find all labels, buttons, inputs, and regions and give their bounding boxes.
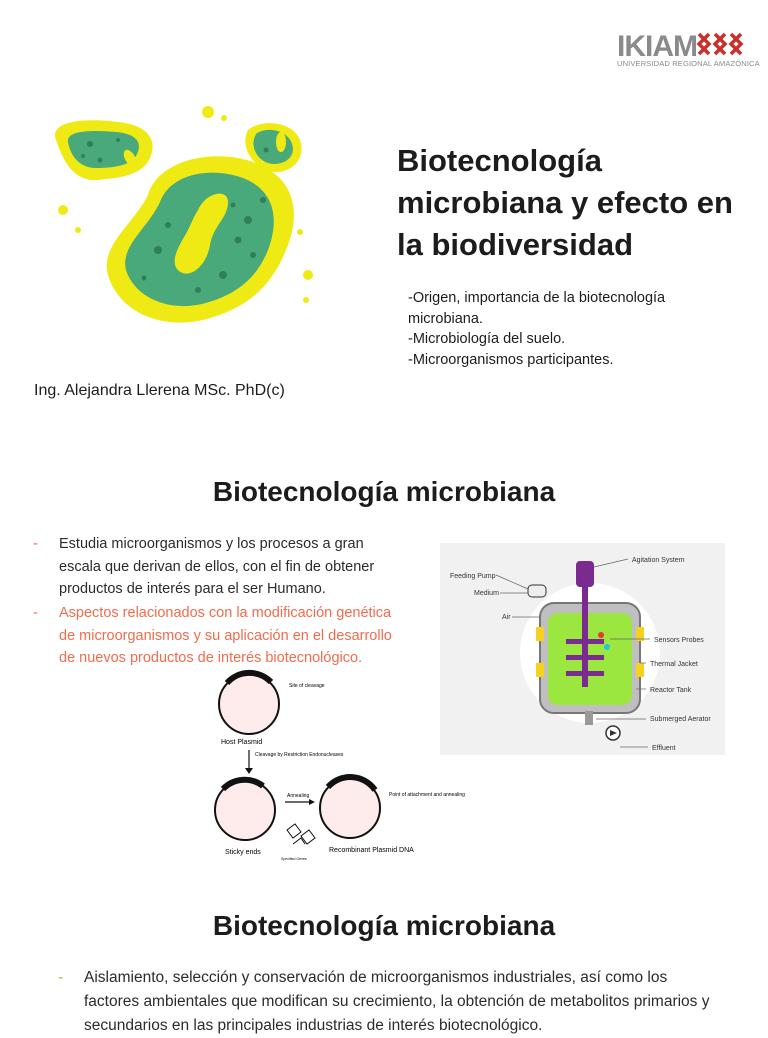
plasmid-diagram <box>205 668 465 868</box>
list-item-text: Estudia microorganismos y los procesos a gran escala que derivan de ellos, con el fin de obtener productos de interés para el ser Humano. <box>59 536 375 597</box>
slide1-bullet: -Microbiología del suelo. <box>408 331 566 347</box>
slide1-bullets <box>408 288 738 370</box>
label-tank: Reactor Tank <box>650 687 692 694</box>
logo-mark-icon <box>697 32 749 58</box>
dash-marker: - <box>58 969 64 986</box>
label-feeding: Feeding Pump <box>450 573 496 580</box>
dash-marker: - <box>33 605 38 621</box>
label-specified: Specified Genes <box>281 857 307 861</box>
slide1-title: Biotecnología microbiana y efecto en la biodiversidad <box>397 143 733 262</box>
dash-marker: - <box>33 536 38 552</box>
slide1-bullet: -Microorganismos participantes. <box>408 351 614 368</box>
label-point: Point of attachment and annealing <box>389 792 465 798</box>
list-item <box>58 966 724 1038</box>
list-item-text: Aspectos relacionados con la modificación genética de microorganismos y su aplicación en el desarrollo de nuevos productos de interés biotecnológico. <box>59 605 392 666</box>
logo-subtitle: UNIVERSIDAD REGIONAL AMAZÓNICA <box>617 59 760 68</box>
label-sticky: Sticky ends <box>225 849 261 856</box>
microbe-illustration <box>38 100 348 340</box>
slide1-bullet: -Origen, importancia de la biotecnología microbiana. <box>408 290 666 327</box>
list-item <box>33 533 403 601</box>
label-agitation: Agitation System <box>632 557 685 564</box>
label-sensors: Sensors Probes <box>654 637 704 644</box>
label-aerator: Submerged Aerator <box>650 716 711 723</box>
list-item-text: Aislamiento, selección y conservación de microorganismos industriales, así como los factores ambientales que modifican su crecimiento, la obtención de metabolitos primarios y secundarios en las principales industrias de interés biotecnológico. <box>84 969 710 1034</box>
slide2-title: Biotecnología microbiana <box>212 476 556 507</box>
bioreactor-figure <box>440 543 725 755</box>
logo-wordmark: IKIAM <box>617 30 697 63</box>
label-recombinant: Recombinant Plasmid DNA <box>329 847 414 854</box>
label-site: Site of cleavage <box>289 683 325 689</box>
label-effluent: Effluent <box>652 745 676 752</box>
label-jacket: Thermal Jacket <box>650 661 698 668</box>
label-air: Air <box>502 614 511 621</box>
label-host: Host Plasmid <box>221 739 263 746</box>
list-item <box>33 602 403 670</box>
author-name: Ing. Alejandra Llerena MSc. PhD(c) <box>34 382 285 399</box>
label-medium: Medium <box>474 590 499 597</box>
label-annealing: Annealing <box>287 793 310 799</box>
slide3-title: Biotecnología microbiana <box>212 910 556 941</box>
label-cleavage: Cleavage by Restriction Endonucleases <box>255 752 344 758</box>
